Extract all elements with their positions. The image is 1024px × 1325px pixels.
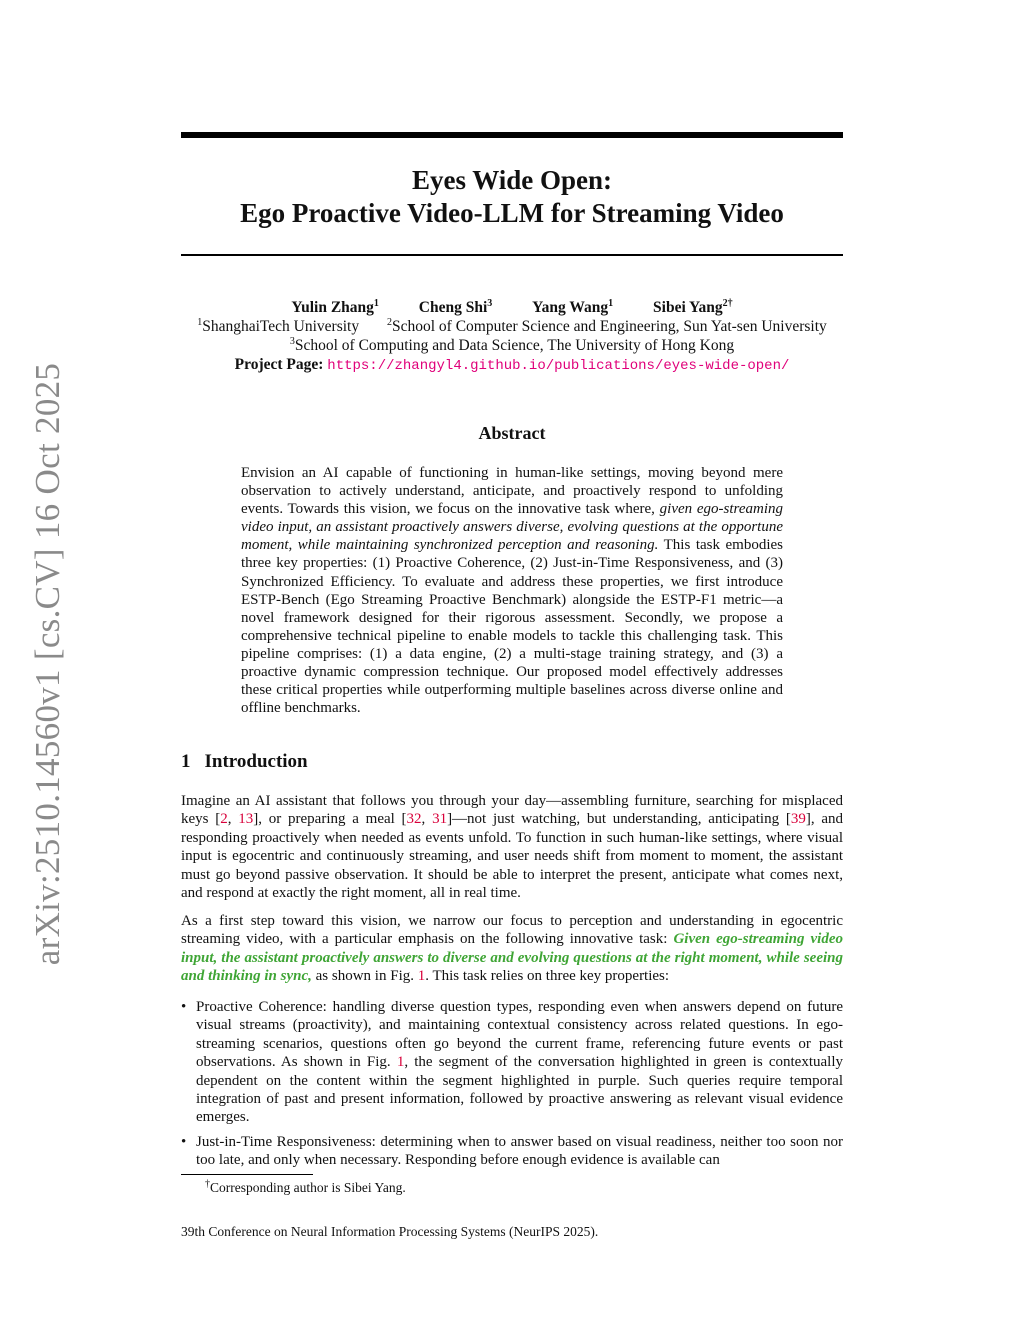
abstract-heading: Abstract (478, 423, 546, 443)
footnote: †Corresponding author is Sibei Yang. (205, 1178, 406, 1195)
figure-link[interactable]: 1 (417, 968, 426, 985)
bullet-icon: • (181, 1133, 187, 1150)
affiliations-line-2 (150, 336, 874, 355)
citation-link[interactable]: 13 (238, 811, 254, 828)
citation-link[interactable]: 31 (432, 811, 448, 828)
footnote-rule (181, 1174, 313, 1175)
list-item: • Just-in-Time Responsiveness: determining when to answer based on visual readiness, neither too soon nor too late, and only when necessary. Responding before enough evidence is available can (181, 1133, 843, 1169)
arxiv-id-text: arXiv:2510.14560v1 [cs.CV] 16 Oct 2025 (28, 362, 67, 966)
abstract-body: Envision an AI capable of functioning in human-like settings, moving beyond mere observation to actively understand, anticipate, and proactively respond to unfolding events. Towards this vision, we focus on the innovative task where, given ego-streaming video input, an assistant proactively answers diverse, evolving questions at the opportune moment, while maintaining synchronized perception and reasoning. This task embodies three key properties: (1) Proactive Coherence, (2) Just-in-Time Responsiveness, and (3) Synchronized Efficiency. To evaluate and address these properties, we first introduce ESTP-Bench (Ego Streaming Proactive Benchmark) alongside the ESTP-F1 metric—a novel framework designed for their rigorous assessment. Secondly, we propose a comprehensive technical pipeline to enable models to tackle this challenging task. This pipeline comprises: (1) a data engine, (2) a multi-stage training strategy, and (3) a proactive dynamic compression technique. Our proposed model effectively addresses these critical properties while outperforming multiple baselines across diverse online and offline benchmarks. (241, 465, 784, 717)
abstract-task-italic: given ego-streaming video input, an assistant proactively answers diverse, evolving questions at the opportune moment, while maintaining synchronized perception and reasoning. (241, 501, 783, 554)
project-page-link[interactable]: https://zhangyl4.github.io/publications/eyes-wide-open/ (327, 358, 790, 374)
citation-link[interactable]: 2 (220, 811, 228, 828)
conference-note: 39th Conference on Neural Information Processing Systems (NeurIPS 2025). (181, 1224, 599, 1239)
title-line-2: Ego Proactive Video-LLM for Streaming Video (240, 198, 784, 228)
author-1: Yulin Zhang$^1$ (291, 297, 379, 316)
title-line-1: Eyes Wide Open: (411, 165, 613, 195)
project-page-label: Project Page: (234, 356, 324, 373)
section-heading-introduction: 1 Introduction (181, 751, 308, 772)
title-rule-bottom (181, 254, 843, 256)
author-block (150, 298, 874, 376)
figure-link[interactable]: 1 (396, 1054, 405, 1071)
title-rule-top (181, 132, 843, 138)
property-list (181, 998, 843, 1176)
affiliation-1: $^1$ShanghaiTech University (197, 316, 360, 335)
project-page (150, 355, 874, 376)
task-statement-highlight: Given ego-streaming video input, the assistant proactively answers to diverse and evolving questions at the right moment, while seeing and thinking in sync, (181, 931, 843, 985)
list-item: • Proactive Coherence: handling diverse question types, responding even when answers depend on future visual streams (proactivity), and maintaining contextual consistency across related questions. In ego-streaming scenarios, questions often go beyond the current frame, referencing future events or past observations. As shown in Fig. 1, the segment of the conversation highlighted in green is contextually dependent on the content within the segment highlighted in purple. Such queries require temporal integration of past and present information, followed by proactive answering as relevant visual evidence emerges. (181, 999, 843, 1126)
author-4: Sibei Yang$^{2\dagger}$ (653, 297, 733, 316)
citation-link[interactable]: 32 (406, 811, 422, 828)
citation-link[interactable]: 39 (790, 811, 806, 828)
intro-paragraph-2: As a first step toward this vision, we narrow our focus to perception and understanding in egocentric streaming video, with a particular emphasis on the following innovative task: Given ego-streaming video input, the assistant proactively answers to diverse and evolving questions at the right moment, while seeing and thinking in sync, as shown in Fig. 1. This task relies on three key properties: (181, 913, 843, 985)
author-list (150, 298, 874, 317)
affiliation-2: $^2$School of Computer Science and Engineering, Sun Yat-sen University (386, 316, 827, 335)
author-3: Yang Wang$^1$ (532, 297, 614, 316)
affiliations-line-1 (150, 317, 874, 336)
author-2: Cheng Shi$^3$ (418, 297, 493, 316)
bullet-icon: • (181, 999, 187, 1015)
paper-title (181, 164, 843, 230)
intro-paragraph-1: Imagine an AI assistant that follows you through your day—assembling furniture, searching for misplaced keys [2, 13], or preparing a meal [32, 31]—not just watching, but understanding, anticipating [39], and responding proactively when needed as events unfold. To function in such human-like settings, where visual input is egocentric and continuously streaming, and user needs shift from moment to moment, the assistant must go beyond passive observation. It should be able to interpret the present, anticipate what comes next, and respond at exactly the right moment, all in real time. (181, 793, 844, 902)
affiliation-3: $^3$School of Computing and Data Science, The University of Hong Kong (289, 335, 735, 354)
